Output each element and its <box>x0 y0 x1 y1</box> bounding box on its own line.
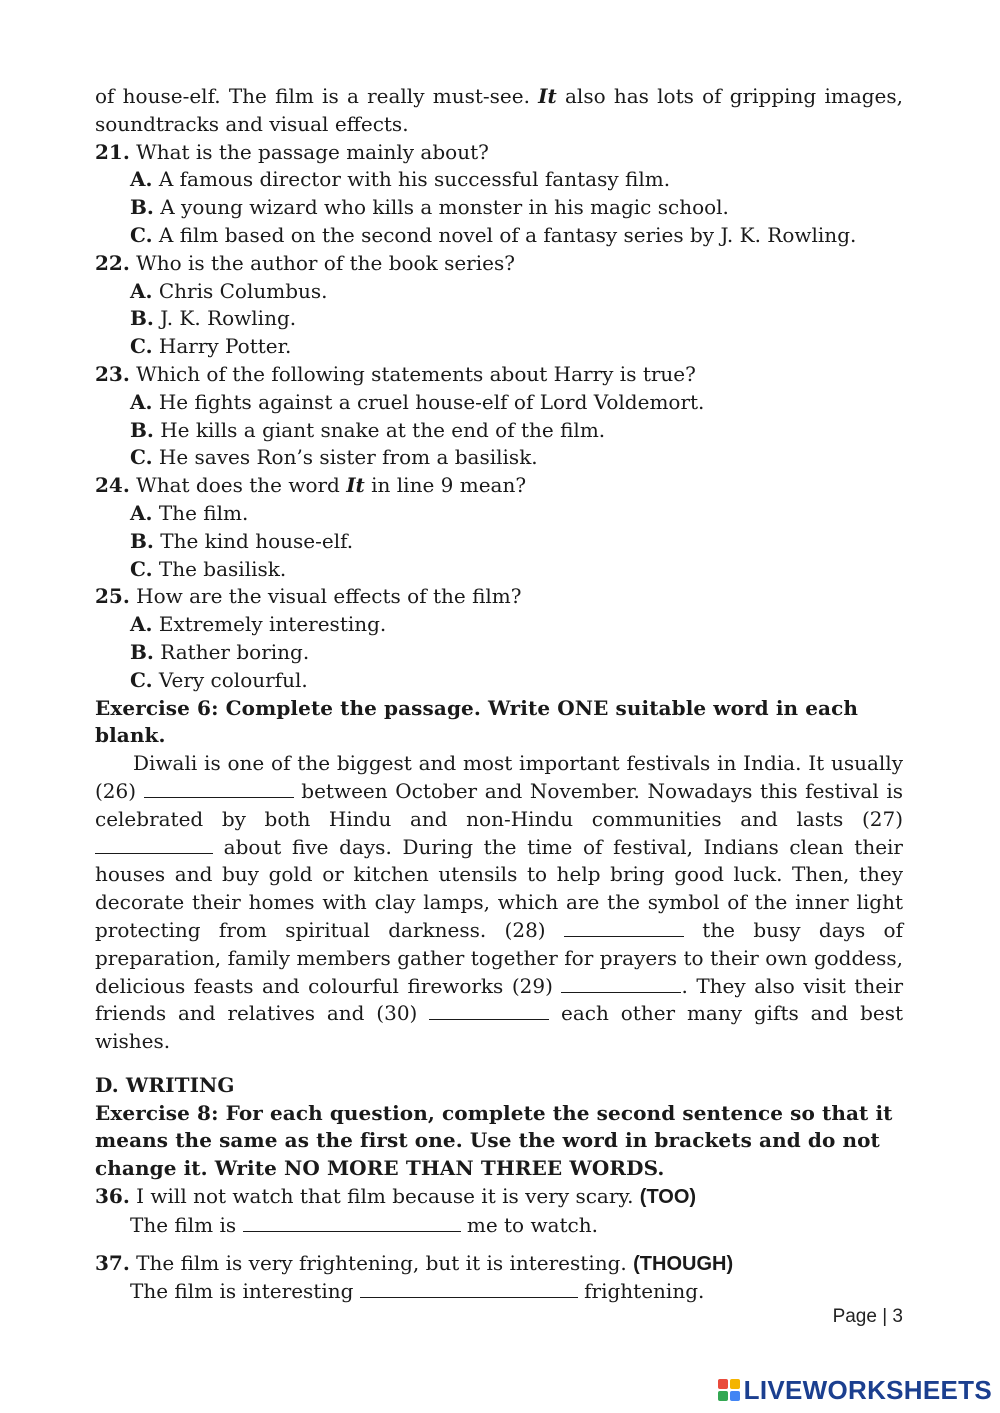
brand-watermark <box>718 1375 992 1405</box>
blank-26[interactable] <box>144 779 294 798</box>
blank-37[interactable] <box>360 1279 578 1298</box>
option-24-a[interactable]: A. The film. <box>130 500 249 525</box>
worksheet-page <box>95 83 903 1306</box>
passage-text: of house-elf. The film is a really must-see. <box>95 84 539 108</box>
question-37-rewrite: The film is interesting frightening. <box>130 1279 705 1304</box>
page-number: Page | 3 <box>832 1306 903 1327</box>
question-25: 25. How are the visual effects of the film? <box>95 584 522 609</box>
option-22-a[interactable]: A. Chris Columbus. <box>130 278 328 303</box>
option-22-b[interactable]: B. J. K. Rowling. <box>130 306 297 331</box>
spacer <box>95 1240 903 1250</box>
exercise-6-heading: Exercise 6: Complete the passage. Write ONE suitable word in each blank. <box>95 695 859 748</box>
spacer <box>95 1056 903 1072</box>
question-37: 37. The film is very frightening, but it is interesting. (THOUGH) <box>95 1250 734 1275</box>
blank-28[interactable] <box>564 918 684 937</box>
option-21-a[interactable]: A. A famous director with his successful fantasy film. <box>130 167 671 192</box>
logo-square <box>718 1379 728 1389</box>
keyword-too: (TOO) <box>639 1186 697 1209</box>
section-heading-writing: D. WRITING <box>95 1072 235 1097</box>
blank-36[interactable] <box>243 1213 461 1232</box>
question-22: 22. Who is the author of the book series? <box>95 250 515 275</box>
logo-square <box>730 1379 740 1389</box>
question-36: 36. I will not watch that film because it is very scary. (TOO) <box>95 1184 697 1209</box>
option-22-c[interactable]: C. Harry Potter. <box>130 334 292 359</box>
exercise-8-heading: Exercise 8: For each question, complete the second sentence so that it means the same as the first one. Use the word in brackets and do not change it. Write NO MORE THAN THREE WORDS. <box>95 1100 893 1181</box>
option-25-a[interactable]: A. Extremely interesting. <box>130 612 387 637</box>
question-23: 23. Which of the following statements about Harry is true? <box>95 361 696 386</box>
option-24-b[interactable]: B. The kind house-elf. <box>130 528 354 553</box>
question-21: 21. What is the passage mainly about? <box>95 139 489 164</box>
brand-name: LIVEWORKSHEETS <box>743 1374 992 1405</box>
option-23-c[interactable]: C. He saves Ron’s sister from a basilisk. <box>130 445 538 470</box>
question-24: 24. What does the word It in line 9 mean? <box>95 473 527 498</box>
logo-square <box>730 1391 740 1401</box>
option-21-b[interactable]: B. A young wizard who kills a monster in his magic school. <box>130 195 729 220</box>
question-36-rewrite: The film is me to watch. <box>130 1212 598 1237</box>
blank-27[interactable] <box>95 835 213 854</box>
option-25-b[interactable]: B. Rather boring. <box>130 639 310 664</box>
logo-square <box>718 1391 728 1401</box>
option-23-b[interactable]: B. He kills a giant snake at the end of the film. <box>130 417 606 442</box>
blank-29[interactable] <box>561 974 681 993</box>
passage-text: also has lots of gripping images, soundtracks and visual effects. <box>95 84 903 136</box>
option-21-c[interactable]: C. A film based on the second novel of a fantasy series by J. K. Rowling. <box>130 222 857 247</box>
passage-ending <box>95 83 903 139</box>
liveworksheets-logo-icon <box>718 1379 740 1401</box>
option-23-a[interactable]: A. He fights against a cruel house-elf of Lord Voldemort. <box>130 389 705 414</box>
option-25-c[interactable]: C. Very colourful. <box>130 667 308 692</box>
reference-word-it: It <box>538 84 557 108</box>
blank-30[interactable] <box>429 1001 549 1020</box>
exercise-6-passage: Diwali is one of the biggest and most important festivals in India. It usually (26) between October and November. Nowadays this festival is celebrated by both Hindu and non-Hindu communities and lasts (27) about five days. During the time of festival, Indians clean their houses and buy gold or kitchen utensils to help bring good luck. Then, they decorate their homes with clay lamps, which are the symbol of the inner light protecting from spiritual darkness. (28) the busy days of preparation, family members gather together for prayers to their own goddess, delicious feasts and colourful fireworks (29) . They also visit their friends and relatives and (30) each other many gifts and best wishes. <box>95 751 904 1054</box>
reference-word-it: It <box>346 473 365 498</box>
keyword-though: (THOUGH) <box>633 1252 734 1275</box>
option-24-c[interactable]: C. The basilisk. <box>130 556 287 581</box>
